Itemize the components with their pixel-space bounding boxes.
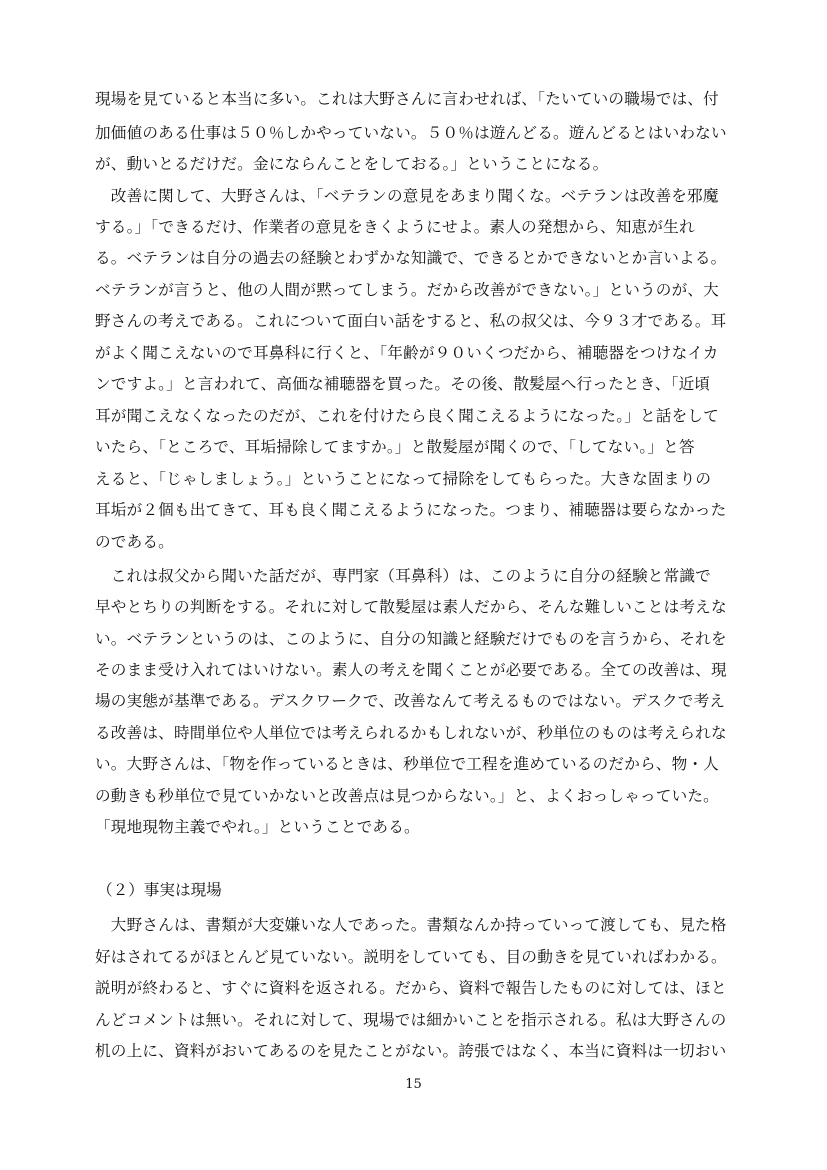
body-line: が、動いとるだけだ。金にならんことをしておる。」ということになる。 [95,155,609,173]
body-line: 耳が聞こえなくなったのだが、これを付けたら良く聞こえるようになった。」と話をして [95,407,719,425]
body-line: る改善は、時間単位や人単位では考えられるかもしれないが、秒単位のものは考えられな [95,724,727,742]
body-line: んどコメントは無い。それに対して、現場では細かいことを指示される。私は大野さんの [95,1011,727,1029]
body-line: 加価値のある仕事は５０％しかやっていない。５０％は遊んどる。遊んどるとはいわない [95,124,727,142]
body-line: 好はされてるがほとんど見ていない。説明をしていても、目の動きを見ていればわかる。 [95,948,727,966]
body-line: 机の上に、資料がおいてあるのを見たことがない。誇張ではなく、本当に資料は一切おい [95,1042,727,1060]
section-heading: （２）事実は現場 [97,881,222,899]
body-line: い。ベテランというのは、このように、自分の知識と経験だけでものを言うから、それを [95,630,727,648]
body-line: る。ベテランは自分の過去の経験とわずかな知識で、できるとかできないとか言いよる。 [95,249,727,267]
body-line: いたら、「ところで、耳垢掃除してますか。」と散髪屋が聞くので、「してない。」と答 [95,438,695,456]
body-line: する。」「できるだけ、作業者の意見をきくようにせよ。素人の発想から、知恵が生れ [95,218,695,236]
body-line: 現場を見ていると本当に多い。これは大野さんに言わせれば、「たいていの職場では、付 [95,90,719,108]
body-line: ベテランが言うと、他の人間が黙ってしまう。だから改善ができない。」というのが、大 [95,281,719,299]
body-line: の動きも秒単位で見ていかないと改善点は見つからない。」と、よくおっしゃっていた。 [95,787,719,805]
body-line: い。大野さんは、「物を作っているときは、秒単位で工程を進めているのだから、物・人 [95,755,719,773]
body-line: ンですよ。」と言われて、高価な補聴器を買った。その後、散髪屋へ行ったとき、「近頃 [95,375,711,393]
body-line: 改善に関して、大野さんは、「ベテランの意見をあまり聞くな。ベテランは改善を邪魔 [95,187,719,205]
body-line: のである。 [95,533,174,551]
body-line: これは叔父から聞いた話だが、専門家（耳鼻科）は、このように自分の経験と常識で [95,567,711,585]
body-line: 耳垢が２個も出てきて、耳も良く聞こえるようになった。つまり、補聴器は要らなかった [95,501,727,519]
body-line: がよく聞こえないので耳鼻科に行くと、「年齢が９０いくつだから、補聴器をつけなイカ [95,344,719,362]
body-line: 野さんの考えである。これについて面白い話をすると、私の叔父は、今９３才である。耳 [95,312,727,330]
body-line: えると、「じゃしましょう。」ということになって掃除をしてもらった。大きな固まりの [95,470,712,488]
body-line: 大野さんは、書類が大変嫌いな人であった。書類なんか持っていって渡しても、見た格 [95,916,727,934]
body-line: 説明が終わると、すぐに資料を返される。だから、資料で報告したものに対しては、ほと [95,979,727,997]
body-line: そのまま受け入れてはいけない。素人の考えを聞くことが必要である。全ての改善は、現 [95,661,727,679]
body-line: 「現地現物主義でやれ。」ということである。 [95,818,420,836]
page-number: 15 [405,1077,422,1092]
body-line: 場の実態が基準である。デスクワークで、改善なんて考えるものではない。デスクで考え [95,692,726,710]
body-line: 早やとちりの判断をする。それに対して散髪屋は素人だから、そんな難しいことは考えな [95,598,727,616]
